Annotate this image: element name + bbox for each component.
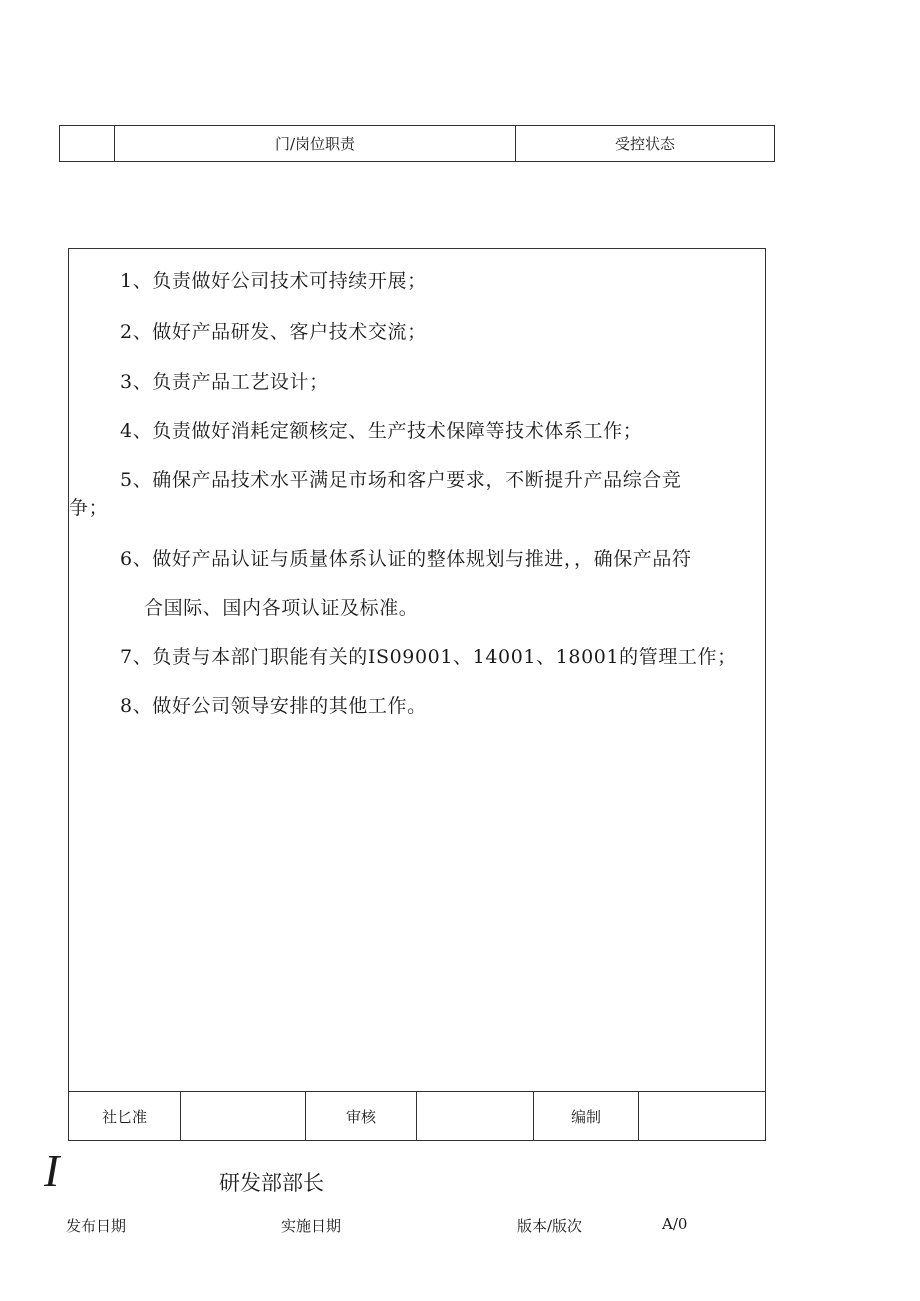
prepare-field[interactable] [639, 1092, 765, 1140]
duty-item-5: 5、确保产品技术水平满足市场和客户要求，不断提升产品综合竞 [120, 469, 682, 491]
header-blank-cell [60, 126, 115, 161]
implement-date-label: 实施日期 [281, 1217, 342, 1235]
signature-row [69, 1091, 765, 1140]
duty-item-3: 3、负责产品工艺设计； [120, 371, 329, 393]
duty-item-5-wrap: 争； [69, 497, 109, 519]
duty-item-1: 1、负责做好公司技术可持续开展； [120, 270, 427, 292]
duties-box [68, 248, 766, 1141]
version-value: A/0 [662, 1215, 688, 1233]
duty-item-8: 8、做好公司领导安排的其他工作。 [120, 695, 427, 717]
duty-item-6-wrap: 合国际、国内各项认证及标准。 [144, 597, 419, 619]
approve-field[interactable] [181, 1092, 306, 1140]
dept-head-title: 研发部部长 [219, 1171, 324, 1195]
duty-item-4: 4、负责做好消耗定额核定、生产技术保障等技术体系工作； [120, 420, 643, 442]
review-label: 审核 [306, 1092, 417, 1140]
review-field[interactable] [417, 1092, 534, 1140]
duty-item-2: 2、做好产品研发、客户技术交流； [120, 321, 427, 343]
publish-date-label: 发布日期 [66, 1217, 127, 1235]
duty-item-6: 6、做好产品认证与质量体系认证的整体规划与推进，，确保产品符 [120, 548, 692, 570]
signature-mark: I [44, 1145, 60, 1196]
header-title-cell: 门/岗位职责 [115, 126, 516, 161]
approve-label: 社匕准 [69, 1092, 181, 1140]
prepare-label: 编制 [534, 1092, 639, 1140]
header-status-cell: 受控状态 [614, 135, 675, 153]
header-table [59, 125, 775, 162]
version-label: 版本/版次 [517, 1217, 583, 1235]
duty-item-7: 7、负责与本部门职能有关的IS09001、14001、18001的管理工作； [120, 646, 737, 668]
